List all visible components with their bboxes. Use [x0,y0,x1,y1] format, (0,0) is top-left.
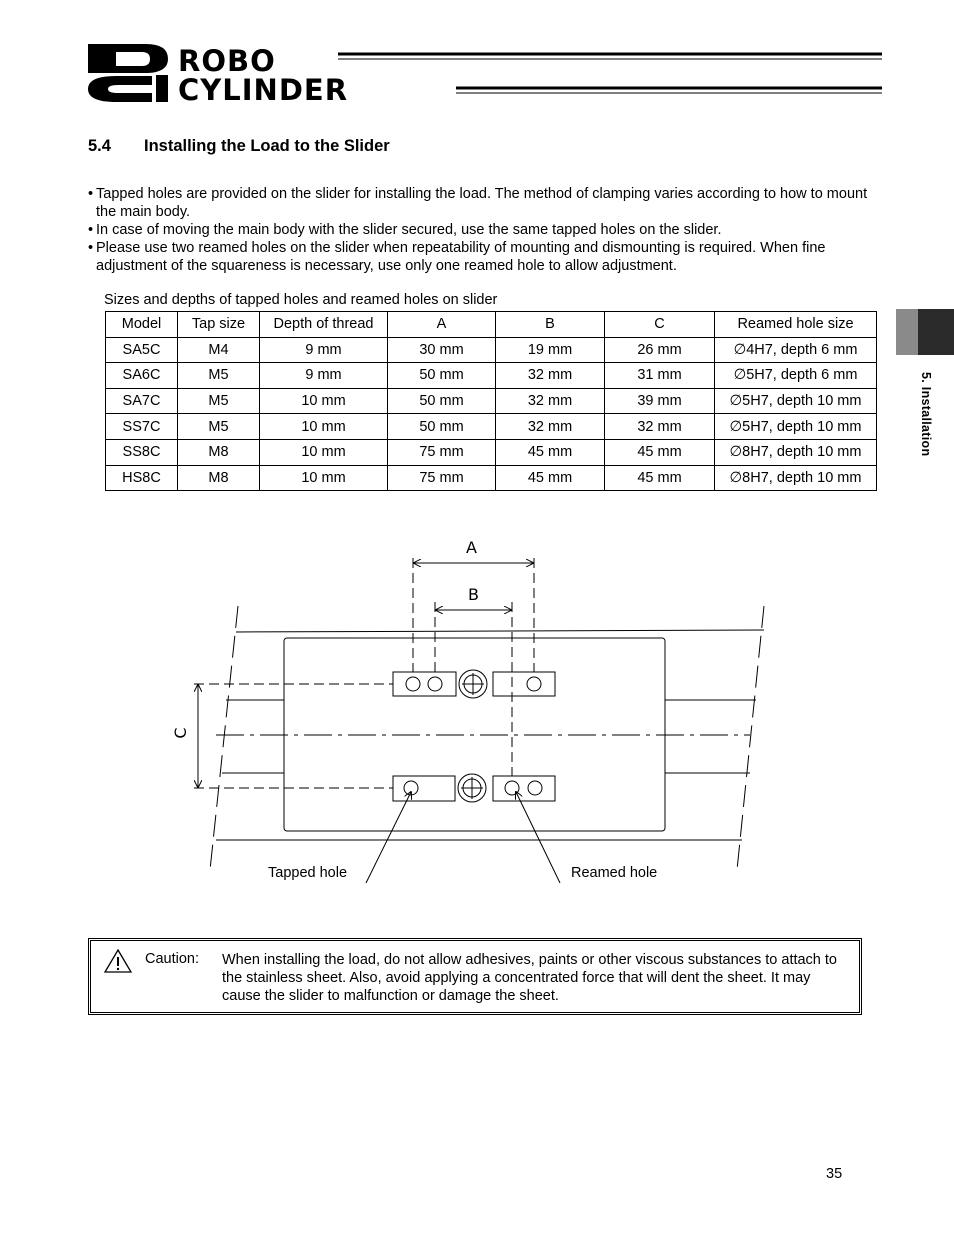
table-cell: 45 mm [605,465,715,491]
table-row [106,439,877,465]
section-number: 5.4 [88,137,111,155]
table-row [106,465,877,491]
phillips-screw-icon [458,774,486,802]
table-cell: ∅5H7, depth 6 mm [715,363,877,389]
table-cell: ∅4H7, depth 6 mm [715,337,877,363]
table-cell: M8 [178,439,260,465]
table-cell: HS8C [106,465,178,491]
bullet-list [88,185,878,275]
logo-text-cylinder: CYLINDER [178,73,349,104]
table-cell: ∅5H7, depth 10 mm [715,388,877,414]
table-cell: 50 mm [388,388,496,414]
bottom-right-reamed-hole-bar [493,776,555,801]
table-cell: SA6C [106,363,178,389]
bullet-item: • Please use two reamed holes on the slider when repeatability of mounting and dismounting is required. When fine adjustment of the squareness is necessary, use only one reamed hole to allow adjustment. [88,240,826,274]
table-cell: M5 [178,388,260,414]
caution-label: Caution: [145,951,200,967]
column-header: Depth of thread [260,312,388,338]
table-cell: M5 [178,363,260,389]
page-number: 35 [826,1166,843,1182]
table-cell: M5 [178,414,260,440]
table-row [106,414,877,440]
table-cell: 30 mm [388,337,496,363]
tapped-hole-label: Tapped hole [268,865,348,881]
table-cell: ∅8H7, depth 10 mm [715,465,877,491]
dimension-b-label: B [468,585,479,604]
column-header: A [388,312,496,338]
bullet-dot-icon: • [88,186,94,202]
table-cell: M8 [178,465,260,491]
table-cell: 10 mm [260,388,388,414]
table-cell: 75 mm [388,439,496,465]
break-line-right [737,606,764,870]
reamed-hole-leader [516,792,560,883]
caution-box [88,938,862,1015]
table-cell: 32 mm [496,414,605,440]
bullet-dot-icon: • [88,222,94,238]
table-cell: 9 mm [260,337,388,363]
column-header: Model [106,312,178,338]
column-header: B [496,312,605,338]
table-cell: 31 mm [605,363,715,389]
column-header: Tap size [178,312,260,338]
table-header-row [106,312,877,338]
break-line-left [210,606,238,870]
table-cell: 50 mm [388,414,496,440]
table-cell: 32 mm [496,388,605,414]
table-cell: SS7C [106,414,178,440]
table-row [106,363,877,389]
table-cell: 32 mm [605,414,715,440]
column-header: C [605,312,715,338]
chapter-tab-label: 5. Installation [919,372,933,457]
table-cell: 39 mm [605,388,715,414]
dimension-c-label: C [171,727,190,739]
caution-text: When installing the load, do not allow adhesives, paints or other viscous substances to attach to the stainless sheet. Also, avoid applying a concentrated force that will dent the sheet. It may cause the slider to malfunction or damage the sheet. [222,952,837,1004]
slider-hole-diagram [160,530,800,890]
table-cell: 26 mm [605,337,715,363]
table-cell: 10 mm [260,439,388,465]
table-cell: 50 mm [388,363,496,389]
table-cell: 45 mm [496,465,605,491]
bottom-left-tapped-hole-bar [393,776,455,801]
table-cell: SS8C [106,439,178,465]
warning-triangle-icon [103,948,133,974]
robo-cylinder-logo [86,42,886,104]
table-cell: 75 mm [388,465,496,491]
bullet-item: • In case of moving the main body with the slider secured, use the same tapped holes on the slider. [88,222,722,238]
reamed-hole-label: Reamed hole [571,865,658,881]
bullet-item: • Tapped holes are provided on the slider for installing the load. The method of clamping varies according to how to mount the main body. [88,186,868,220]
logo-text-robo: ROBO [178,44,276,78]
bullet-dot-icon: • [88,240,94,256]
table-cell: SA7C [106,388,178,414]
table-row [106,337,877,363]
table-cell: SA5C [106,337,178,363]
table-cell: ∅5H7, depth 10 mm [715,414,877,440]
rail-top-edge [236,630,764,632]
table-body [106,337,877,491]
top-right-hole-bar [493,672,555,696]
table-cell: 45 mm [605,439,715,465]
chapter-tab [896,309,954,355]
hole-spec-table [105,311,877,491]
top-left-tapped-hole-bar [393,672,456,696]
table-cell: 10 mm [260,465,388,491]
table-cell: 19 mm [496,337,605,363]
dimension-a-label: A [466,538,477,557]
table-caption: Sizes and depths of tapped holes and reamed holes on slider [104,292,498,308]
table-cell: 45 mm [496,439,605,465]
table-cell: 10 mm [260,414,388,440]
table-cell: M4 [178,337,260,363]
table-cell: ∅8H7, depth 10 mm [715,439,877,465]
phillips-screw-icon [459,670,487,698]
table-row [106,388,877,414]
section-heading [88,137,390,156]
tapped-hole-leader [366,792,411,883]
table-cell: 32 mm [496,363,605,389]
rc-mark-icon [88,44,168,102]
table-cell: 9 mm [260,363,388,389]
column-header: Reamed hole size [715,312,877,338]
section-title: Installing the Load to the Slider [144,137,390,155]
